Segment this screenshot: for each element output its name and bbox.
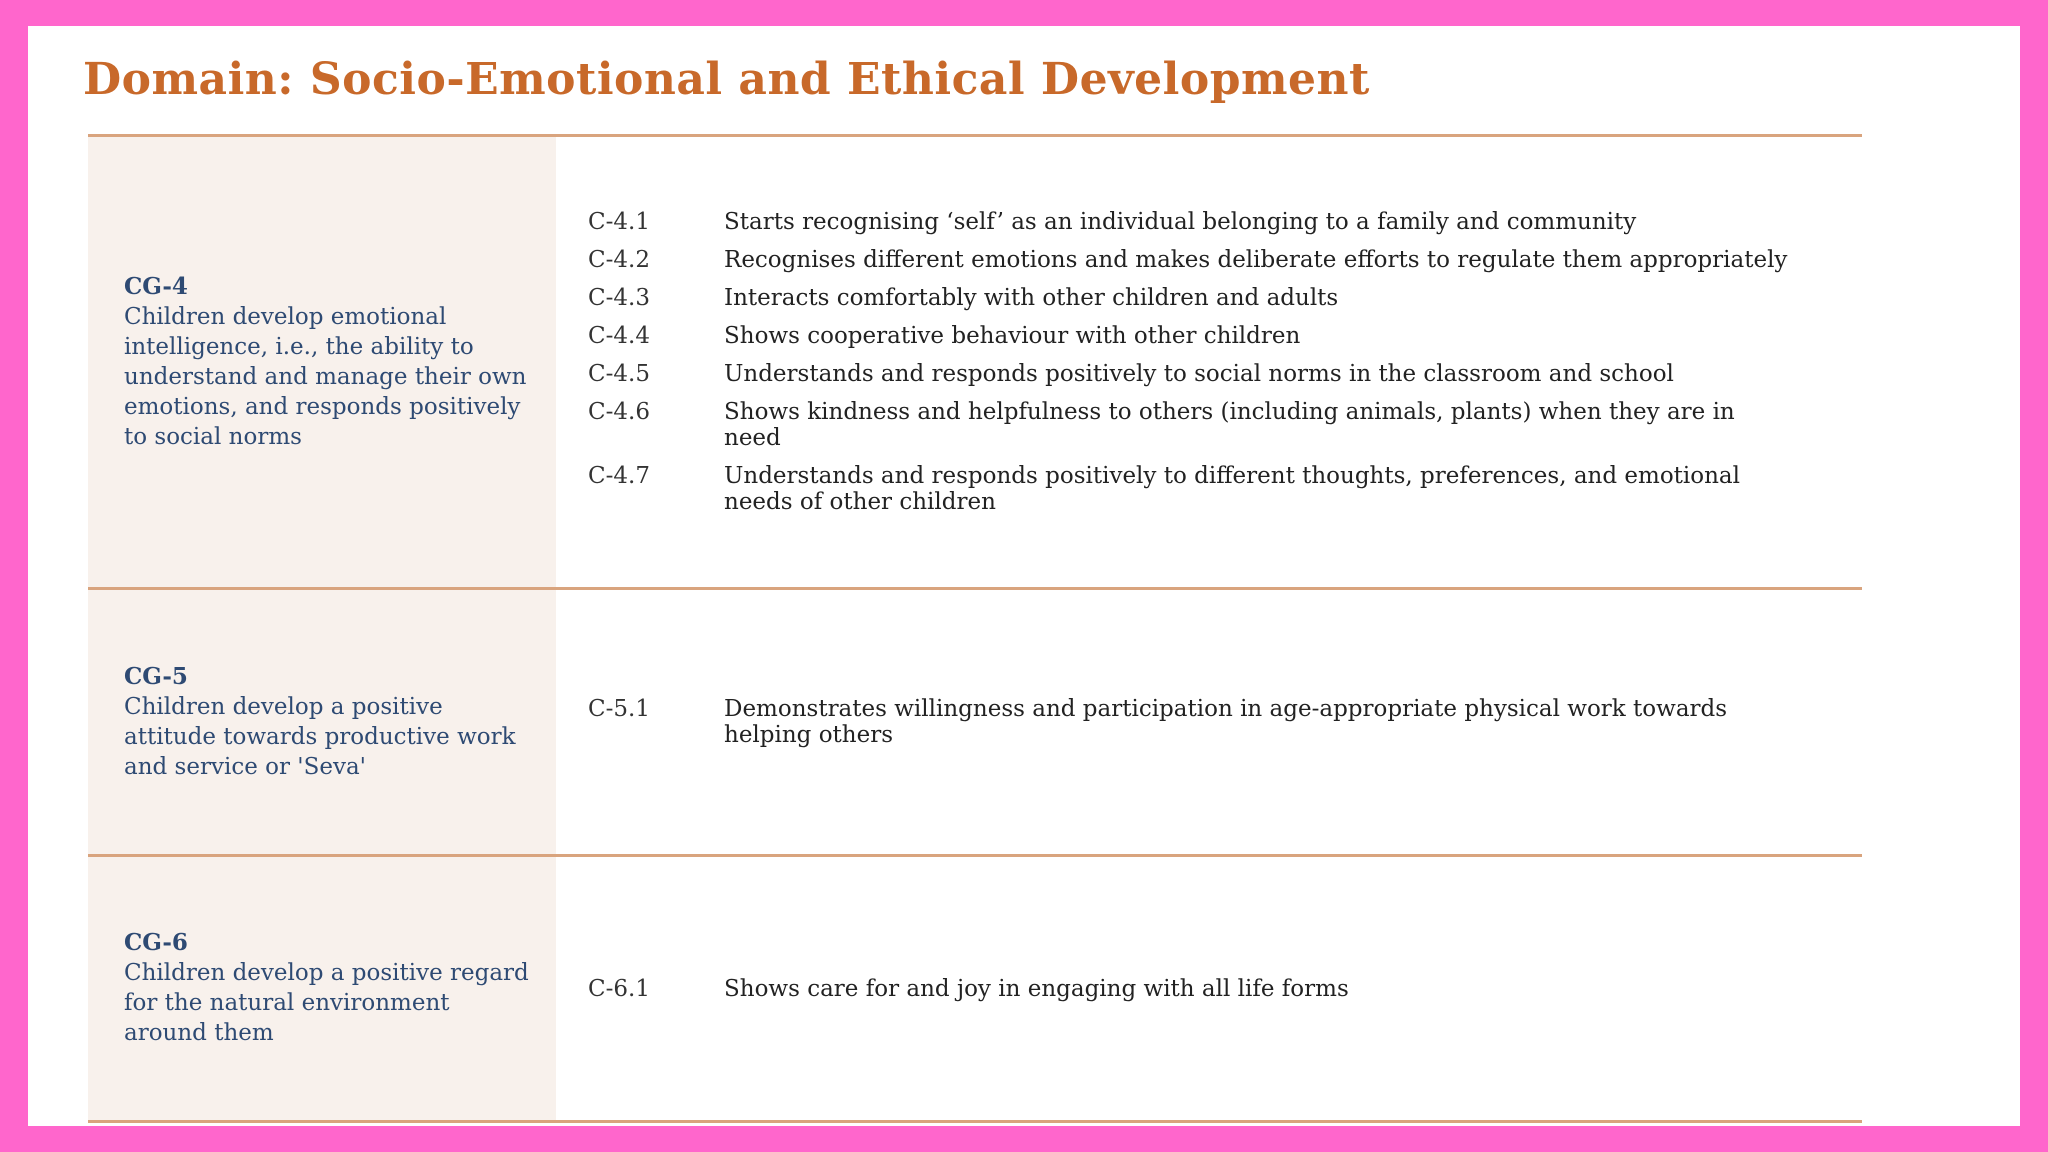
competency-code: C-4.1: [588, 209, 650, 235]
competency-row: [588, 463, 1792, 515]
competency-row: [588, 247, 1792, 273]
competency-code: C-5.1: [588, 696, 650, 722]
goal-cell: [88, 137, 556, 587]
goal-description: Children develop a positive attitude towards productive work and service or 'Seva': [124, 693, 516, 780]
competency-row: [588, 285, 1792, 311]
competency-code: C-4.5: [588, 361, 650, 387]
competency-code: C-4.3: [588, 285, 650, 311]
competency-code: C-4.6: [588, 399, 650, 425]
competency-row: [588, 976, 1792, 1002]
competency-text: Interacts comfortably with other children and adults: [724, 285, 1339, 311]
page-title: Domain: Socio-Emotional and Ethical Development: [83, 54, 1370, 105]
competency-list: [556, 590, 1862, 854]
curricular-goal-cg-4: [88, 137, 1862, 590]
goal-description: Children develop emotional intelligence, i.e., the ability to understand and manage their own emotions, and responds positively to social norms: [124, 303, 527, 450]
competency-code: C-6.1: [588, 975, 650, 1002]
curricular-goal-cg-6: [88, 857, 1862, 1123]
competency-row: [588, 209, 1792, 235]
competency-text: Understands and responds positively to social norms in the classroom and school: [724, 361, 1674, 387]
competency-row: [588, 696, 1792, 748]
curricular-goal-cg-5: [88, 590, 1862, 857]
competency-list: [556, 137, 1862, 587]
competency-list: [556, 857, 1862, 1120]
competency-code: C-4.7: [588, 463, 650, 489]
competency-text: Understands and responds positively to different thoughts, preferences, and emotional needs of other children: [724, 463, 1740, 515]
goal-description: Children develop a positive regard for the natural environment around them: [124, 960, 529, 1046]
goal-code: CG-5: [124, 662, 188, 690]
competency-code: C-4.2: [588, 247, 650, 273]
goal-code: CG-4: [124, 272, 188, 300]
competency-text: Recognises different emotions and makes deliberate efforts to regulate them appropriately: [724, 247, 1788, 273]
goal-cell: [88, 857, 556, 1120]
goal-code: CG-6: [124, 929, 188, 956]
document-page: [28, 26, 2020, 1126]
competency-row: [588, 323, 1792, 349]
competency-text: Shows care for and joy in engaging with all life forms: [724, 975, 1349, 1002]
goal-cell: [88, 590, 556, 854]
competency-text: Demonstrates willingness and participation in age-appropriate physical work towards helping others: [724, 696, 1728, 748]
competency-text: Starts recognising ‘self’ as an individual belonging to a family and community: [724, 209, 1637, 235]
competency-row: [588, 399, 1792, 451]
competency-text: Shows kindness and helpfulness to others (including animals, plants) when they are in need: [724, 399, 1735, 451]
competency-text: Shows cooperative behaviour with other children: [724, 323, 1301, 349]
competency-row: [588, 361, 1792, 387]
competency-code: C-4.4: [588, 323, 650, 349]
competency-table: [88, 134, 1862, 1123]
